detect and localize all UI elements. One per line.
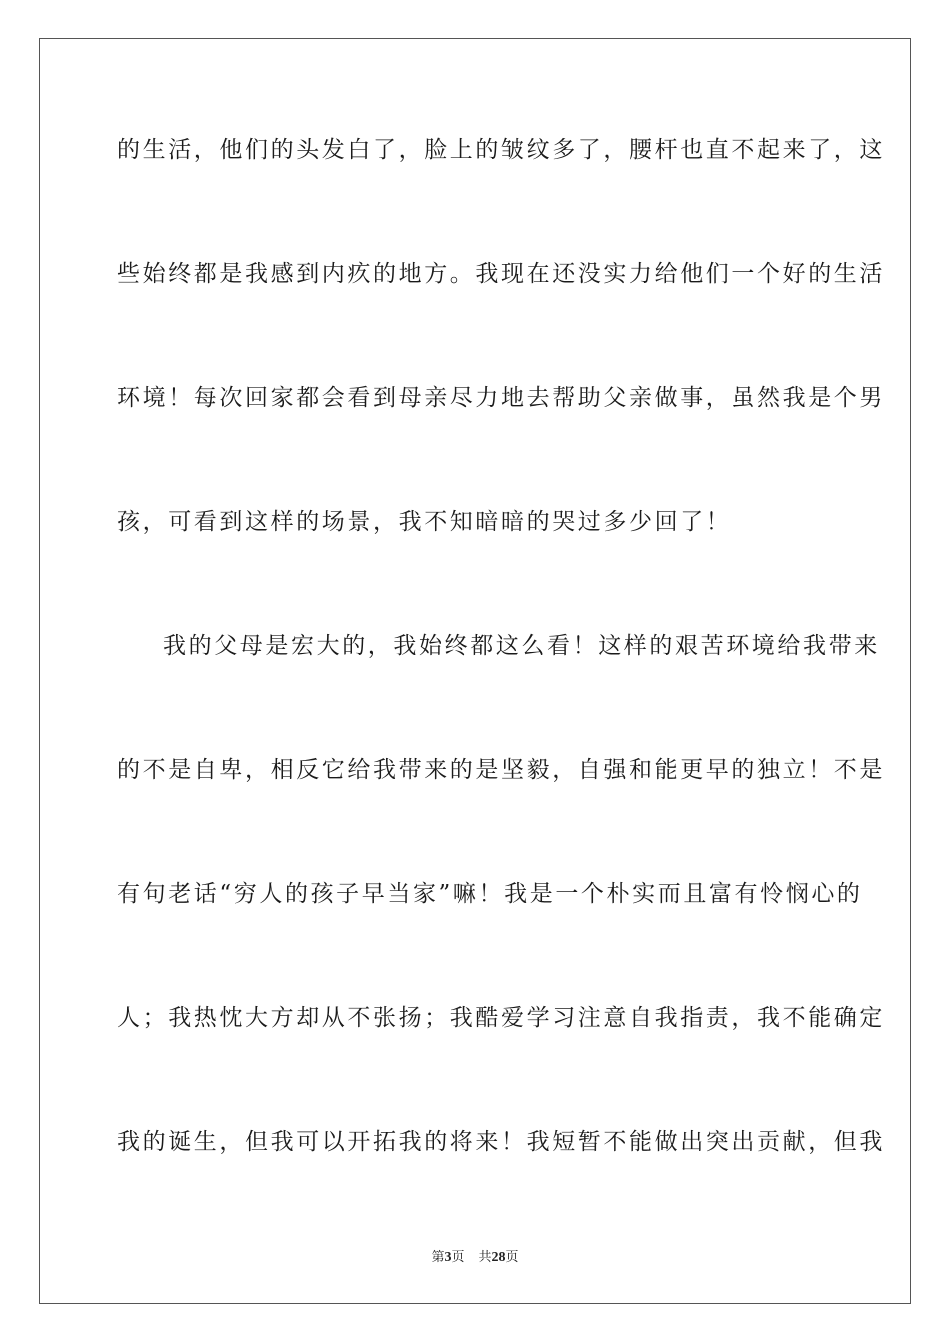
page-footer <box>0 1246 950 1266</box>
page-suffix: 页 <box>451 1250 465 1265</box>
text-line-6: 的不是自卑，相反它给我带来的是坚毅，自强和能更早的独立！不是 <box>117 757 885 783</box>
total-prefix: 共 <box>478 1250 492 1265</box>
text-line-4: 孩，可看到这样的场景，我不知暗暗的哭过多少回了！ <box>117 509 732 535</box>
text-line-2: 些始终都是我感到内疚的地方。我现在还没实力给他们一个好的生活 <box>117 261 885 287</box>
text-line-3: 环境！每次回家都会看到母亲尽力地去帮助父亲做事，虽然我是个男 <box>117 385 885 411</box>
page-number: 3 <box>444 1250 452 1265</box>
text-line-9: 我的诞生，但我可以开拓我的将来！我短暂不能做出突出贡献，但我 <box>117 1129 885 1155</box>
text-line-8: 人；我热忱大方却从不张扬；我酷爱学习注意自我指责，我不能确定 <box>117 1005 885 1031</box>
total-suffix: 页 <box>505 1250 519 1265</box>
text-line-5-paragraph-start: 我的父母是宏大的，我始终都这么看！这样的艰苦环境给我带来 <box>163 633 880 659</box>
page-prefix: 第 <box>431 1250 445 1265</box>
text-line-1: 的生活，他们的头发白了，脸上的皱纹多了，腰杆也直不起来了，这 <box>117 137 885 163</box>
total-pages: 28 <box>491 1250 506 1265</box>
page-border <box>39 38 911 1304</box>
text-line-7: 有句老话“穷人的孩子早当家”嘛！我是一个朴实而且富有怜悯心的 <box>117 881 863 907</box>
